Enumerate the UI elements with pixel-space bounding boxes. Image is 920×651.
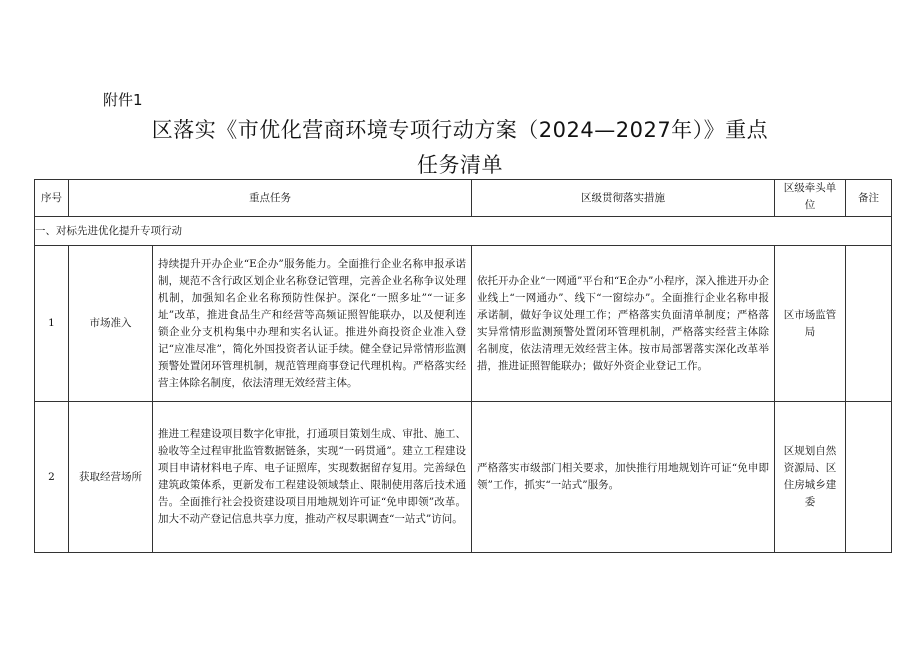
table-header-row: [35, 180, 892, 217]
section-row: [35, 217, 892, 246]
lead-unit: 区规划自然资源局、区住房城乡建委: [775, 402, 846, 553]
document-title-line2: 任务清单: [417, 153, 503, 177]
header-lead: 区级牵头单位: [775, 180, 846, 217]
task-description: 持续提升开办企业“E企办”服务能力。全面推行企业名称申报承诺制，规范不含行政区划企业名称登记管理，完善企业名称争议处理机制，加强知名企业名称预防性保护。深化“一照多址”“一证多址”改革，推进食品生产和经营等高频证照智能联办，以及便利连锁企业分支机构集中办理和实名认证。推进外商投资企业准入登记“应准尽准”，简化外国投资者认证手续。健全登记异常情形监测预警处置闭环管理机制，规范管理商事登记代理机构。严格落实经营主体除名制度，依法清理无效经营主体。: [153, 246, 472, 402]
row-number: 1: [35, 246, 69, 402]
task-name: 获取经营场所: [69, 402, 153, 553]
document-title-line1: 区落实《市优化营商环境专项行动方案（2024—2027年）》重点: [151, 118, 769, 142]
task-description: 推进工程建设项目数字化审批，打通项目策划生成、审批、施工、验收等全过程审批监管数据链条，实现“一码贯通”。建立工程建设项目申请材料电子库、电子证照库，实现数据留存复用。完善绿色建筑政策体系，更新发布工程建设领域禁止、限制使用落后技术通告。全面推行社会投资建设项目用地规划许可证“免申即领”改革。加大不动产登记信息共享力度，推动产权尽职调查“一站式”访问。: [153, 402, 472, 553]
header-task: 重点任务: [69, 180, 472, 217]
attachment-label: 附件1: [103, 91, 143, 109]
section-title: 一、对标先进优化提升专项行动: [35, 217, 892, 246]
task-name: 市场准入: [69, 246, 153, 402]
header-note: 备注: [846, 180, 892, 217]
header-no: 序号: [35, 180, 69, 217]
header-measures: 区级贯彻落实措施: [472, 180, 775, 217]
district-measures: 依托开办企业“一网通”平台和“E企办”小程序，深入推进开办企业线上“一网通办”、线下“一窗综办”。全面推行企业名称申报承诺制，做好争议处理工作；严格落实负面清单制度；严格落实异常情形监测预警处置闭环管理机制，严格落实经营主体除名制度，依法清理无效经营主体。按市局部署落实深化改革举措，推进证照智能联办；做好外资企业登记工作。: [472, 246, 775, 402]
table-row: [35, 246, 892, 402]
lead-unit: 区市场监管局: [775, 246, 846, 402]
note-cell: [846, 246, 892, 402]
row-number: 2: [35, 402, 69, 553]
task-table: [34, 179, 892, 553]
district-measures: 严格落实市级部门相关要求，加快推行用地规划许可证“免申即领”工作，抓实“一站式”服务。: [472, 402, 775, 553]
table-row: [35, 402, 892, 553]
note-cell: [846, 402, 892, 553]
